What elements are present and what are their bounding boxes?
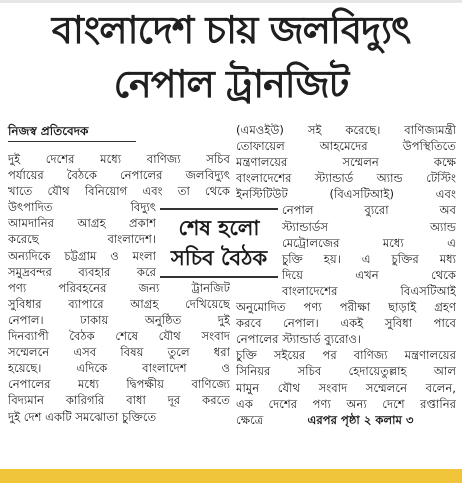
article-line: মামুন যৌথ সংবাদ সম্মেলনে বলেন,	[236, 380, 456, 395]
article-line: উৎপাদিত বিদ্যুৎ	[8, 200, 156, 215]
bottom-color-bar	[0, 469, 462, 483]
article-line: করবে নেপাল। একই সুবিধা পাবে	[236, 316, 456, 331]
pull-quote-line-2: সচিব বৈঠক	[170, 246, 268, 270]
article-line: করেছে বাংলাদেশ।	[8, 232, 156, 247]
byline: নিজস্ব প্রতিবেদক	[8, 124, 89, 138]
byline-underline	[8, 141, 136, 142]
article-line: সুবিধার ব্যাপারে আগ্রহ দেখিয়েছে	[8, 296, 230, 311]
pull-quote-line-1: শেষ হলো	[178, 216, 260, 240]
article-line: সিনিয়র সচিব হেদায়েতুল্লাহ আল	[236, 364, 456, 379]
article-line: খাতে যৌথ বিনিয়োগ এবং তা থেকে	[8, 184, 230, 199]
pull-quote	[160, 208, 278, 278]
article-line: মন্ত্রণালয়ের সম্মেলন কক্ষে	[236, 155, 456, 170]
headline-line-1: বাংলাদেশ চায় জলবিদ্যুৎ	[51, 8, 411, 52]
article-line: পণ্য পরিবহনের জন্য ট্রানজিট	[8, 280, 230, 295]
article-line: দিনব্যাপী বৈঠক শেষে যৌথ সংবাদ	[8, 329, 230, 344]
article-line: পর্যায়ের বৈঠকে নেপালের জলবিদ্যুৎ	[8, 168, 230, 183]
article-line: বিদ্যমান কারিগরি বাধা দূর করতে	[8, 393, 230, 408]
article-line: সম্মেলনে এসব বিষয় তুলে ধরা	[8, 345, 230, 360]
article-line: দিয়ে এখন থেকে	[282, 267, 456, 282]
article-line: দুই দেশের মধ্যে বাণিজ্য সচিব	[8, 152, 230, 166]
article-line: চুক্তি হয়। এ চুক্তির মধ্য	[282, 251, 456, 266]
article-line: বাংলাদেশের বিএসটিআই	[282, 283, 456, 298]
article-line: নেপালের স্ট্যান্ডার্ড ব্যুরোও।	[236, 332, 362, 347]
article-line: চুক্তি সইয়ের পর বাণিজ্য মন্ত্রণালয়ের	[236, 348, 456, 363]
top-rule	[0, 0, 462, 3]
article-line: অনুমোদিত পণ্য পরীক্ষা ছাড়াই গ্রহণ	[236, 300, 456, 315]
article-line: মেট্রোলজের মধ্যে এ	[282, 235, 456, 250]
spacer	[263, 413, 307, 427]
article-line: সমুদ্রবন্দর ব্যবহার করে	[8, 264, 156, 279]
article-line: এক দেশের পণ্য অন্য দেশে রপ্তানির	[236, 396, 456, 411]
continuation-link[interactable]: এরপর পৃষ্ঠা ২ কলাম ৩	[307, 412, 414, 427]
article-line: অন্যদিকে চট্টগ্রাম ও মংলা	[8, 248, 156, 263]
article-line: ইনস্টিটিউট (বিএসটিআই) এবং	[236, 187, 456, 202]
article-line: নেপাল। ঢাকায় অনুষ্ঠিত দুই	[8, 312, 230, 327]
article-line: তোফায়েল আহমেদের উপস্থিতিতে	[236, 139, 456, 154]
article-line: হয়েছে। এদিকে বাংলাদেশ ও	[8, 361, 230, 376]
article-line: স্ট্যান্ডার্ডস অ্যান্ড	[282, 219, 456, 234]
article-line: আমদানির আগ্রহ প্রকাশ	[8, 216, 156, 231]
article-column-left	[8, 151, 230, 425]
article-line: (এমওইউ) সই করেছে। বাণিজ্যমন্ত্রী	[236, 123, 456, 137]
article-line: দুই দেশ একটি সমঝোতা চুক্তিতে	[8, 409, 157, 424]
article-line: ক্ষেত্রে এরপর পৃষ্ঠা ২ কলাম ৩	[236, 412, 414, 427]
article-line: বাংলাদেশের স্ট্যান্ডার্ড অ্যান্ড টেস্টিং	[236, 171, 456, 186]
article-line: নেপাল ব্যুরো অব	[282, 203, 456, 218]
headline-line-2: নেপাল ট্রানজিট	[113, 62, 349, 106]
article-line: নেপালের মধ্যে দ্বিপক্ষীয় বাণিজ্যে	[8, 377, 230, 392]
